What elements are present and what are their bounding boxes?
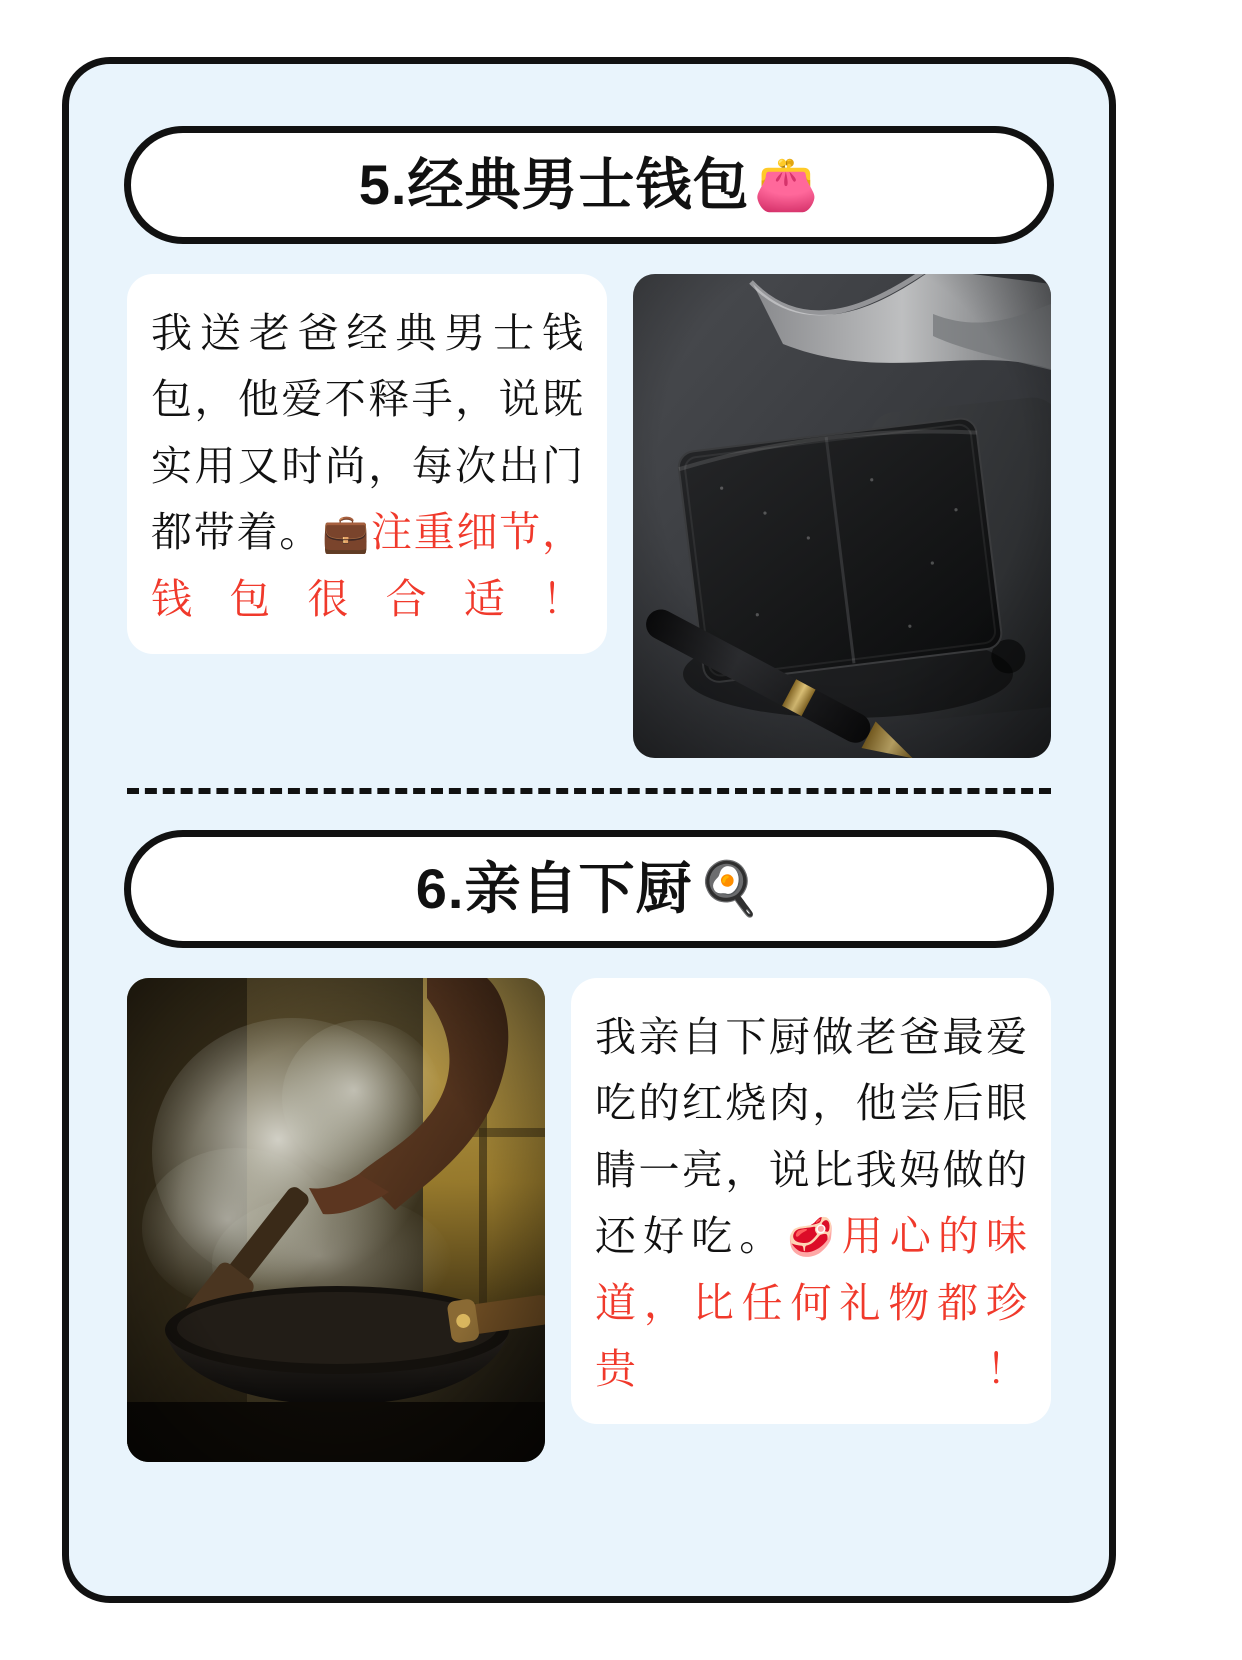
section-6-text-card [571, 978, 1051, 1424]
section-6-paragraph [595, 1004, 1027, 1402]
section-5-paragraph [151, 300, 583, 632]
spacer-top [69, 64, 1109, 126]
spacer-after-pill-5 [69, 244, 1109, 274]
black-leather-wallet-photo [633, 274, 1051, 758]
section-6-title-text: 6.亲自下厨 [415, 857, 693, 920]
section-5-body-highlight: 注重细节，钱包很合适！ [151, 508, 583, 623]
section-6-body-highlight: 用心的味道，比任何礼物都珍贵！ [595, 1212, 1028, 1394]
section-5-text-card [127, 274, 607, 654]
section-6-title-pill [124, 830, 1054, 948]
spacer-before-pill-6 [69, 794, 1109, 830]
wok-cooking-photo [127, 978, 545, 1462]
section-5-body-plain: 我送老爸经典男士钱包，他爱不释手，说既实用又时尚，每次出门都带着。 [151, 309, 583, 557]
purse-emoji: 👛 [753, 156, 820, 214]
poster-card [62, 57, 1116, 1603]
section-6-content [69, 978, 1109, 1462]
section-5-title-row [358, 153, 820, 216]
cut-of-meat-emoji: 🥩 [787, 1215, 842, 1260]
section-5-title-text: 5.经典男士钱包 [358, 153, 750, 216]
section-5-content [69, 274, 1109, 758]
briefcase-emoji: 💼 [321, 511, 372, 556]
cooking-pan-emoji: 🍳 [696, 860, 763, 918]
section-5-title-pill [124, 126, 1054, 244]
spacer-after-pill-6 [69, 948, 1109, 978]
section-6-body-plain: 我亲自下厨做老爸最爱吃的红烧肉，他尝后眼睛一亮，说比我妈做的还好吃。 [595, 1013, 1027, 1261]
section-6-title-row [415, 857, 763, 920]
